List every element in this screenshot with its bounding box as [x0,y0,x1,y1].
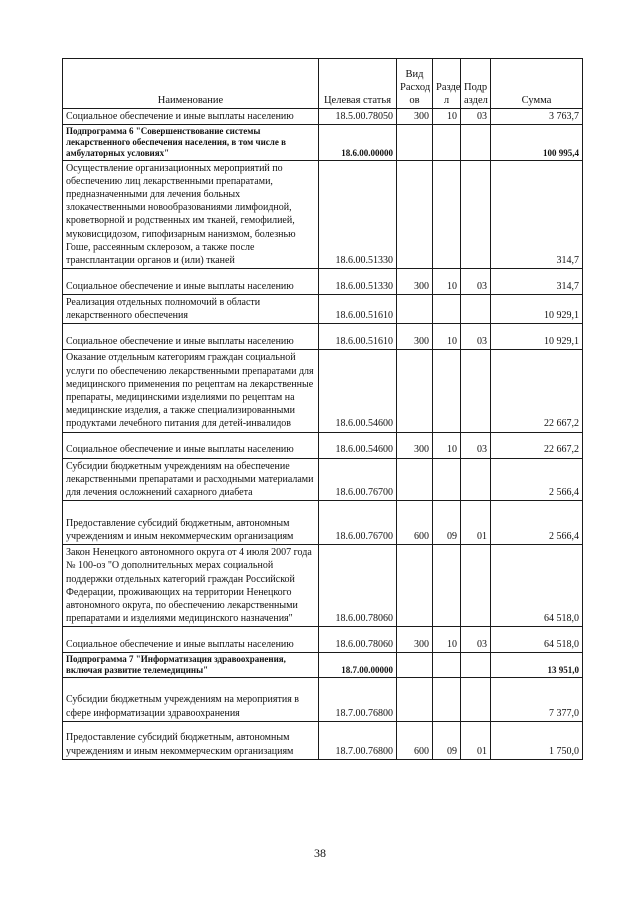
row-expense-type [397,653,433,678]
row-name: Социальное обеспечение и иные выплаты населению [63,627,319,653]
row-section: 09 [433,501,461,545]
row-section: 09 [433,721,461,759]
row-section: 10 [433,324,461,350]
table-row [63,324,583,350]
row-section [433,653,461,678]
row-name: Осуществление организационных мероприятий по обеспечению лиц лекарственными препаратами, предназначенными для лечения больных злокачественными новообразованиями лимфоидной, кроветворной и родственных им тканей, гемофилией, муковисцидозом, гипофизарным нанизмом, болезнью Гоше, рассеянным склерозом, а также после трансплантации органов и (или) тканей [63,160,319,269]
row-target-code: 18.6.00.54600 [319,432,397,458]
header-subsection: Подр аздел [461,59,491,109]
row-target-code: 18.6.00.76700 [319,458,397,501]
header-row [63,59,583,109]
row-name: Реализация отдельных полномочий в области лекарственного обеспечения [63,295,319,324]
row-subsection [461,160,491,269]
row-section [433,458,461,501]
row-expense-type: 300 [397,627,433,653]
row-sum: 100 995,4 [491,125,583,160]
row-target-code: 18.5.00.78050 [319,109,397,125]
row-sum: 314,7 [491,269,583,295]
row-subsection: 03 [461,109,491,125]
row-subsection [461,295,491,324]
table-row [63,721,583,759]
row-subsection: 01 [461,501,491,545]
row-sum: 2 566,4 [491,458,583,501]
row-name: Оказание отдельным категориям граждан социальной услуги по обеспечению лекарственными препаратами для медицинского применения по рецептам на лекарственные препараты, медицинскими изделиями по рецептам на медицинские изделия, а также специализированными продуктами лечебного питания для детей-инвалидов [63,350,319,432]
row-name: Социальное обеспечение и иные выплаты населению [63,432,319,458]
row-section [433,677,461,721]
row-target-code: 18.6.00.78060 [319,545,397,627]
row-sum: 10 929,1 [491,324,583,350]
table-row [63,109,583,125]
row-subsection [461,545,491,627]
row-expense-type: 300 [397,269,433,295]
row-target-code: 18.7.00.76800 [319,721,397,759]
row-target-code: 18.6.00.51610 [319,295,397,324]
row-expense-type [397,160,433,269]
row-target-code: 18.6.00.54600 [319,350,397,432]
row-name: Социальное обеспечение и иные выплаты населению [63,109,319,125]
row-name: Предоставление субсидий бюджетным, автономным учреждениям и иным некоммерческим организациям [63,501,319,545]
row-subsection: 03 [461,432,491,458]
row-expense-type: 600 [397,721,433,759]
row-section [433,545,461,627]
table-row [63,627,583,653]
row-expense-type [397,677,433,721]
row-expense-type [397,545,433,627]
row-expense-type: 300 [397,324,433,350]
header-sum: Сумма [491,59,583,109]
row-sum: 2 566,4 [491,501,583,545]
row-name: Социальное обеспечение и иные выплаты населению [63,269,319,295]
row-section [433,295,461,324]
row-target-code: 18.6.00.51330 [319,269,397,295]
row-expense-type: 600 [397,501,433,545]
row-subsection: 03 [461,627,491,653]
row-section [433,160,461,269]
row-subsection [461,125,491,160]
row-subsection [461,458,491,501]
row-section: 10 [433,432,461,458]
row-section [433,350,461,432]
row-section [433,125,461,160]
subprogram-row [63,653,583,678]
row-target-code: 18.6.00.51330 [319,160,397,269]
budget-table [62,58,583,760]
row-subsection [461,350,491,432]
row-name: Субсидии бюджетным учреждениям на обеспечение лекарственными препаратами и расходными материалами для лечения осложнений сахарного диабета [63,458,319,501]
row-section: 10 [433,109,461,125]
row-subsection: 01 [461,721,491,759]
row-sum: 7 377,0 [491,677,583,721]
row-subsection: 03 [461,269,491,295]
row-expense-type: 300 [397,432,433,458]
row-sum: 314,7 [491,160,583,269]
row-expense-type [397,125,433,160]
row-section: 10 [433,269,461,295]
row-sum: 1 750,0 [491,721,583,759]
table-row [63,458,583,501]
table-row [63,269,583,295]
table-row [63,545,583,627]
row-target-code: 18.7.00.76800 [319,677,397,721]
table-row [63,350,583,432]
row-name: Субсидии бюджетным учреждениям на мероприятия в сфере информатизации здравоохранения [63,677,319,721]
subprogram-row [63,125,583,160]
table-row [63,295,583,324]
header-section: Разде л [433,59,461,109]
row-target-code: 18.6.00.51610 [319,324,397,350]
row-target-code: 18.6.00.78060 [319,627,397,653]
page-number: 38 [314,846,326,860]
row-subsection: 03 [461,324,491,350]
header-expense-type: Вид Расход ов [397,59,433,109]
row-target-code: 18.6.00.76700 [319,501,397,545]
row-expense-type [397,350,433,432]
row-target-code: 18.6.00.00000 [319,125,397,160]
row-name: Социальное обеспечение и иные выплаты населению [63,324,319,350]
row-expense-type [397,295,433,324]
table-row [63,677,583,721]
row-sum: 22 667,2 [491,432,583,458]
row-name: Предоставление субсидий бюджетным, автономным учреждениям и иным некоммерческим организациям [63,721,319,759]
row-expense-type [397,458,433,501]
row-subsection [461,653,491,678]
row-expense-type: 300 [397,109,433,125]
row-sum: 3 763,7 [491,109,583,125]
table-row [63,160,583,269]
table-row [63,501,583,545]
row-section: 10 [433,627,461,653]
table-row [63,432,583,458]
row-sum: 64 518,0 [491,545,583,627]
header-target: Целевая статья [319,59,397,109]
row-sum: 13 951,0 [491,653,583,678]
row-sum: 22 667,2 [491,350,583,432]
row-sum: 64 518,0 [491,627,583,653]
row-sum: 10 929,1 [491,295,583,324]
row-name: Подпрограмма 6 "Совершенствование системы лекарственного обеспечения населения, в том числе в амбулаторных условиях" [63,125,319,160]
row-subsection [461,677,491,721]
row-name: Подпрограмма 7 "Информатизация здравоохранения, включая развитие телемедицины" [63,653,319,678]
row-name: Закон Ненецкого автономного округа от 4 июля 2007 года № 100-оз "О дополнительных мерах социальной поддержки отдельных категорий граждан Российской Федерации, проживающих на территории Ненецкого автономного округа, по обеспечению лекарственными препаратами и изделиями медицинского назначения" [63,545,319,627]
header-name: Наименование [63,59,319,109]
row-target-code: 18.7.00.00000 [319,653,397,678]
